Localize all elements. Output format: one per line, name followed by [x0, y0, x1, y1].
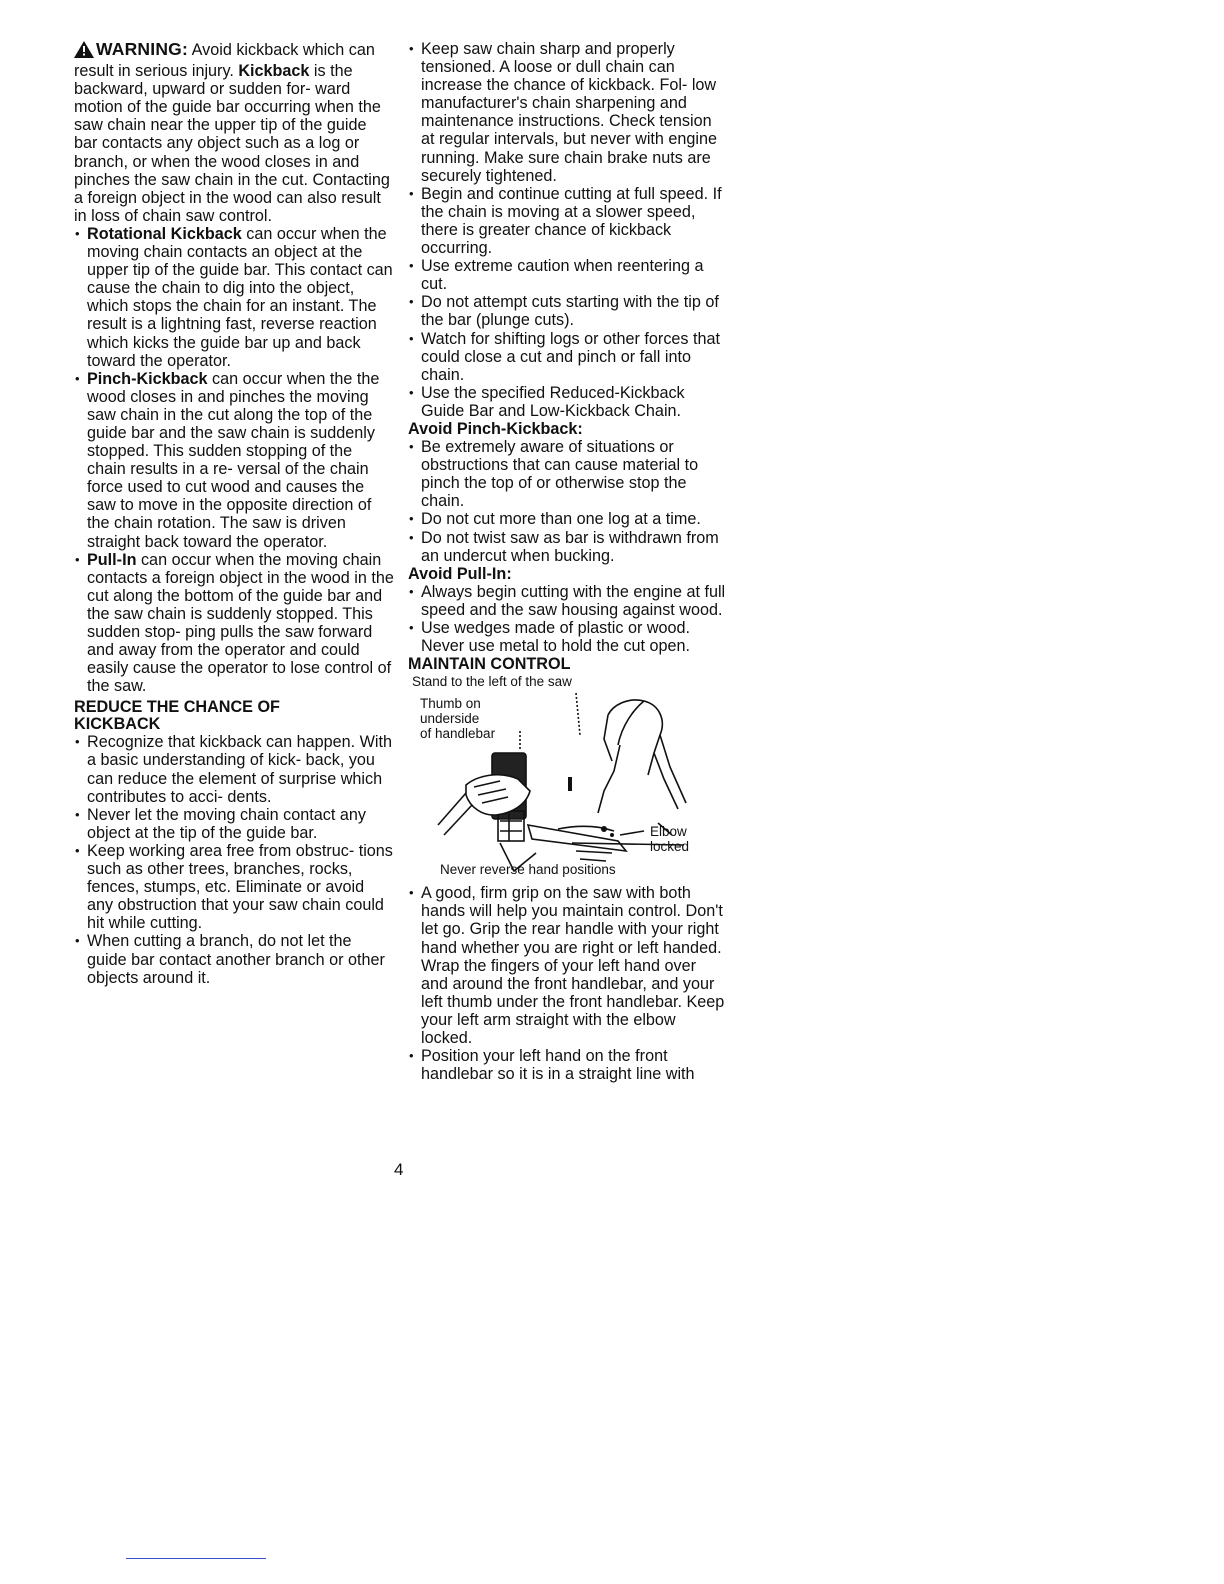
term-pull-in: Pull-In	[87, 550, 137, 569]
warning-triangle-icon	[74, 41, 94, 62]
list-item	[74, 551, 394, 696]
warning-lead: Avoid kickback which can result in serious injury.	[74, 41, 375, 81]
label-thumb-line-3: of handlebar	[420, 726, 496, 742]
list-item: • Do not cut more than one log at a time.	[408, 510, 726, 528]
list-item: • Use extreme caution when reentering a cut.	[408, 257, 726, 293]
list-item	[74, 370, 394, 551]
label-elbow-line-1: Elbow	[650, 824, 687, 840]
kickback-prevention-list	[408, 40, 726, 420]
list-item	[74, 225, 394, 370]
list-item: • Use wedges made of plastic or wood. Never use metal to hold the cut open.	[408, 619, 726, 655]
pullin-list	[408, 583, 726, 655]
reduce-heading: REDUCE THE CHANCE OF KICKBACK	[74, 698, 280, 734]
left-column	[74, 40, 394, 987]
list-item: • Do not attempt cuts starting with the tip of the bar (plunge cuts).	[408, 293, 726, 329]
list-item: • Do not twist saw as bar is withdrawn from an undercut when bucking.	[408, 529, 726, 565]
list-item: • Be extremely aware of situations or obstructions that can cause material to pinch the top of or otherwise stop the chain.	[408, 438, 726, 510]
pinch-list	[408, 438, 726, 565]
text-pull-in: can occur when the moving chain contacts a foreign object in the wood in the cut along the bottom of the guide bar and the saw chain is suddenly stopped. This sudden stop- ping pulls the saw forward and away from the operator and could easily cause the operator to lose control of the saw.	[87, 550, 394, 696]
pullin-heading: Avoid Pull-In:	[408, 564, 512, 583]
list-item: • Position your left hand on the front handlebar so it is in a straight line with	[408, 1047, 726, 1083]
list-item: • When cutting a branch, do not let the guide bar contact another branch or other objects around it.	[74, 932, 394, 986]
list-item: • A good, firm grip on the saw with both hands will help you maintain control. Don't let go. Grip the rear handle with your right hand whether you are right or left handed. Wrap the fingers of your left hand over and around the front handlebar, and your left thumb under the front handlebar. Keep your left arm straight with the elbow locked.	[408, 884, 726, 1047]
list-item: • Use the specified Reduced-Kickback Guide Bar and Low-Kickback Chain.	[408, 384, 726, 420]
page-number: 4	[394, 1160, 404, 1179]
list-item: • Recognize that kickback can happen. With a basic understanding of kick- back, you can reduce the element of surprise which contributes to acci- dents.	[74, 733, 394, 805]
list-item: • Keep saw chain sharp and properly tensioned. A loose or dull chain can increase the chance of kickback. Fol- low manufacturer's chain sharpening and maintenance instructions. Check tension at regular intervals, but never with engine running. Make sure chain brake nuts are securely tightened.	[408, 40, 726, 185]
label-thumb-line-2: underside	[420, 711, 480, 727]
maintain-heading: MAINTAIN CONTROL	[408, 655, 571, 674]
right-column	[408, 40, 726, 1083]
list-item: • Begin and continue cutting at full speed. If the chain is moving at a slower speed, there is greater chance of kickback occurring.	[408, 185, 726, 257]
footer-rule	[126, 1558, 266, 1559]
text-pinch-kickback: can occur when the the wood closes in and pinches the moving saw chain in the cut along the top of the guide bar and the saw chain is suddenly stopped. This sudden stopping of the chain results in a re- versal of the chain force used to cut wood and causes the saw to move in the opposite direction of the chain rotation. The saw is driven straight back toward the operator.	[87, 369, 380, 551]
term-rotational-kickback: Rotational Kickback	[87, 224, 242, 243]
label-thumb-line-1: Thumb on	[420, 696, 481, 712]
kickback-types-list	[74, 225, 394, 695]
list-item: • Never let the moving chain contact any object at the tip of the guide bar.	[74, 806, 394, 842]
kickback-definition: is the backward, upward or sudden for- ward motion of the guide bar occurring when the saw chain near the upper tip of the guide bar contacts any object such as a log or branch, or when the wood closes in and pinches the saw chain in the cut. Contacting a foreign object in the wood can also result in loss of chain saw control.	[74, 62, 390, 225]
reduce-list	[74, 733, 394, 986]
maintain-list	[408, 884, 726, 1083]
figure-caption-bottom: Never reverse hand positions	[440, 862, 616, 878]
list-item: • Always begin cutting with the engine at full speed and the saw housing against wood.	[408, 583, 726, 619]
warning-label: WARNING:	[96, 39, 189, 59]
kickback-term: Kickback	[238, 62, 310, 81]
list-item: • Keep working area free from obstruc- tions such as other trees, branches, rocks, fences, stumps, etc. Eliminate or avoid any obstruction that your saw chain could hit while cutting.	[74, 842, 394, 932]
text-rotational-kickback: can occur when the moving chain contacts an object at the upper tip of the guide bar. This contact can cause the chain to dig into the object, which stops the chain for an instant. The result is a lightning fast, reverse reaction which kicks the guide bar up and back toward the operator.	[87, 224, 393, 370]
figure-caption-top: Stand to the left of the saw	[412, 674, 572, 690]
term-pinch-kickback: Pinch-Kickback	[87, 369, 208, 388]
grip-illustration	[408, 675, 726, 880]
list-item: • Watch for shifting logs or other forces that could close a cut and pinch or fall into chain.	[408, 330, 726, 384]
label-elbow-line-2: locked	[650, 839, 690, 855]
pinch-heading: Avoid Pinch-Kickback:	[408, 419, 583, 438]
warning-paragraph	[74, 40, 394, 225]
